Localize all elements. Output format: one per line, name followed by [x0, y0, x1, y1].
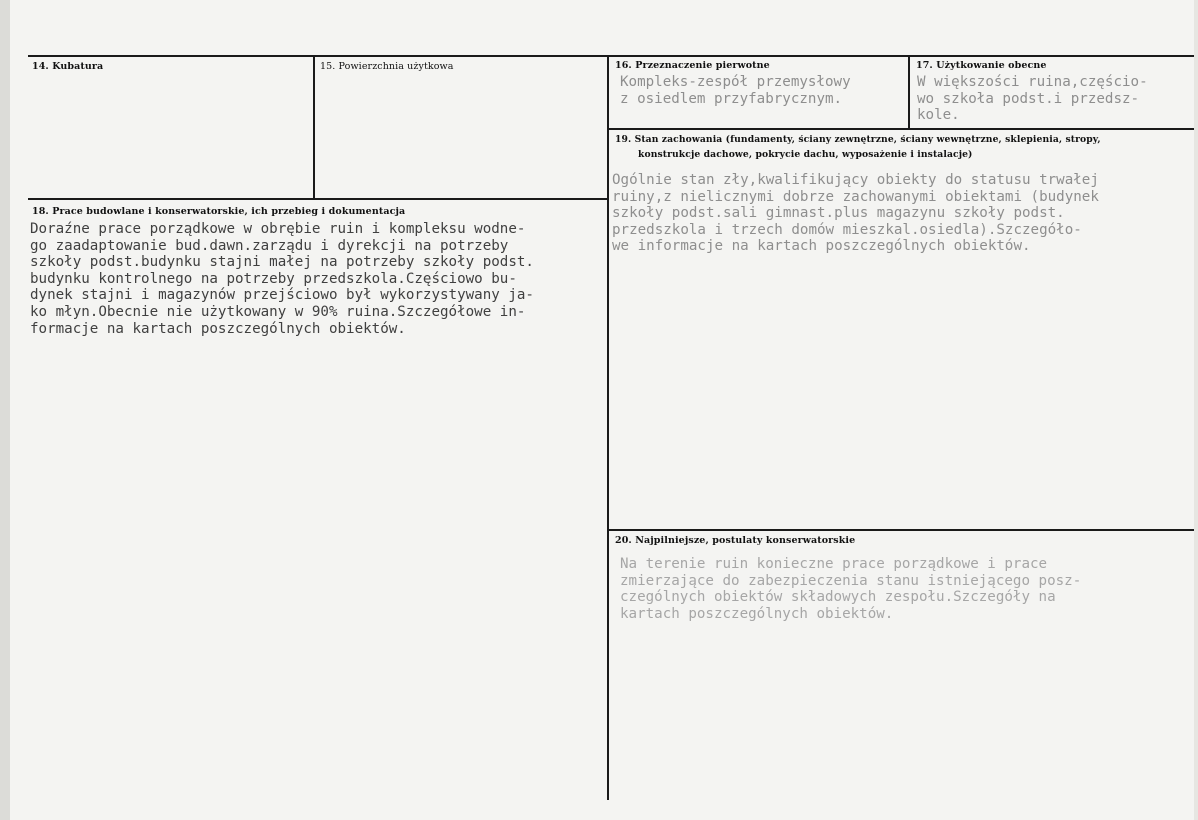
text-line: budynku kontrolnego na potrzeby przedszkola.Częściowo bu- — [30, 270, 517, 287]
field-16-text — [620, 74, 851, 107]
text-line: wo szkoła podst.i przedsz- — [917, 90, 1140, 107]
text-line: kole. — [917, 107, 960, 124]
rule-box16-17-bottom — [608, 128, 1194, 130]
text-line: z osiedlem przyfabrycznym. — [620, 90, 843, 107]
text-line: Na terenie ruin konieczne prace porządkowe i prace — [620, 556, 1048, 572]
paper-edge — [0, 0, 10, 820]
field-19-label-line2: konstrukcje dachowe, pokrycie dachu, wyposażenie i instalacje) — [638, 149, 973, 160]
text-line: kartach poszczególnych obiektów. — [620, 605, 894, 622]
text-line: ruiny,z nielicznymi dobrze zachowanymi obiektami (budynek — [612, 188, 1099, 205]
rule-row1-bottom — [28, 198, 608, 200]
field-18-label: 18. Prace budowlane i konserwatorskie, ich przebieg i dokumentacja — [32, 206, 406, 217]
text-line: przedszkola i trzech domów mieszkal.osiedla).Szczegóło- — [612, 221, 1082, 238]
text-line: zmierzające do zabezpieczenia stanu istniejącego posz- — [620, 572, 1082, 589]
text-line: Doraźne prace porządkowe w obrębie ruin i kompleksu wodne- — [30, 221, 526, 237]
rule-box19-bottom — [608, 529, 1194, 531]
rule-center-divider — [607, 55, 609, 800]
text-line: ko młyn.Obecnie nie użytkowany w 90% ruina.Szczegółowe in- — [30, 303, 526, 320]
text-line: szkoły podst.budynku stajni małej na potrzeby szkoły podst. — [30, 254, 534, 271]
rule-16-17-divider — [908, 55, 910, 128]
text-line: W większości ruina,częścio- — [917, 74, 1148, 90]
field-17-text — [917, 74, 1148, 124]
field-20-label: 20. Najpilniejsze, postulaty konserwatorskie — [615, 535, 856, 546]
paper-edge-right — [1194, 0, 1198, 820]
field-18-text — [30, 221, 534, 337]
text-line: Ogólnie stan zły,kwalifikujący obiekty do statusu trwałej — [612, 172, 1099, 188]
field-16-label: 16. Przeznaczenie pierwotne — [615, 60, 770, 71]
text-line: Kompleks-zespół przemysłowy — [620, 74, 851, 90]
rule-14-15-divider — [313, 55, 315, 198]
text-line: dynek stajni i magazynów przejściowo był wykorzystywany ja- — [30, 287, 534, 304]
field-19-text — [612, 172, 1099, 255]
text-line: formacje na kartach poszczególnych obiektów. — [30, 320, 406, 337]
text-line: we informacje na kartach poszczególnych obiektów. — [612, 238, 1031, 255]
field-14-label: 14. Kubatura — [32, 61, 104, 72]
text-line: go zaadaptowanie bud.dawn.zarządu i dyrekcji na potrzeby — [30, 237, 509, 254]
text-line: czególnych obiektów składowych zespołu.Szczegóły na — [620, 589, 1056, 606]
rule-top — [28, 55, 1194, 57]
text-line: szkoły podst.sali gimnast.plus magazynu szkoły podst. — [612, 205, 1065, 222]
field-20-text — [620, 556, 1081, 622]
field-19-label-line1: 19. Stan zachowania (fundamenty, ściany zewnętrzne, ściany wewnętrzne, sklepienia, stropy, — [615, 134, 1101, 145]
field-15-label: 15. Powierzchnia użytkowa — [320, 61, 454, 72]
field-17-label: 17. Użytkowanie obecne — [916, 60, 1047, 71]
